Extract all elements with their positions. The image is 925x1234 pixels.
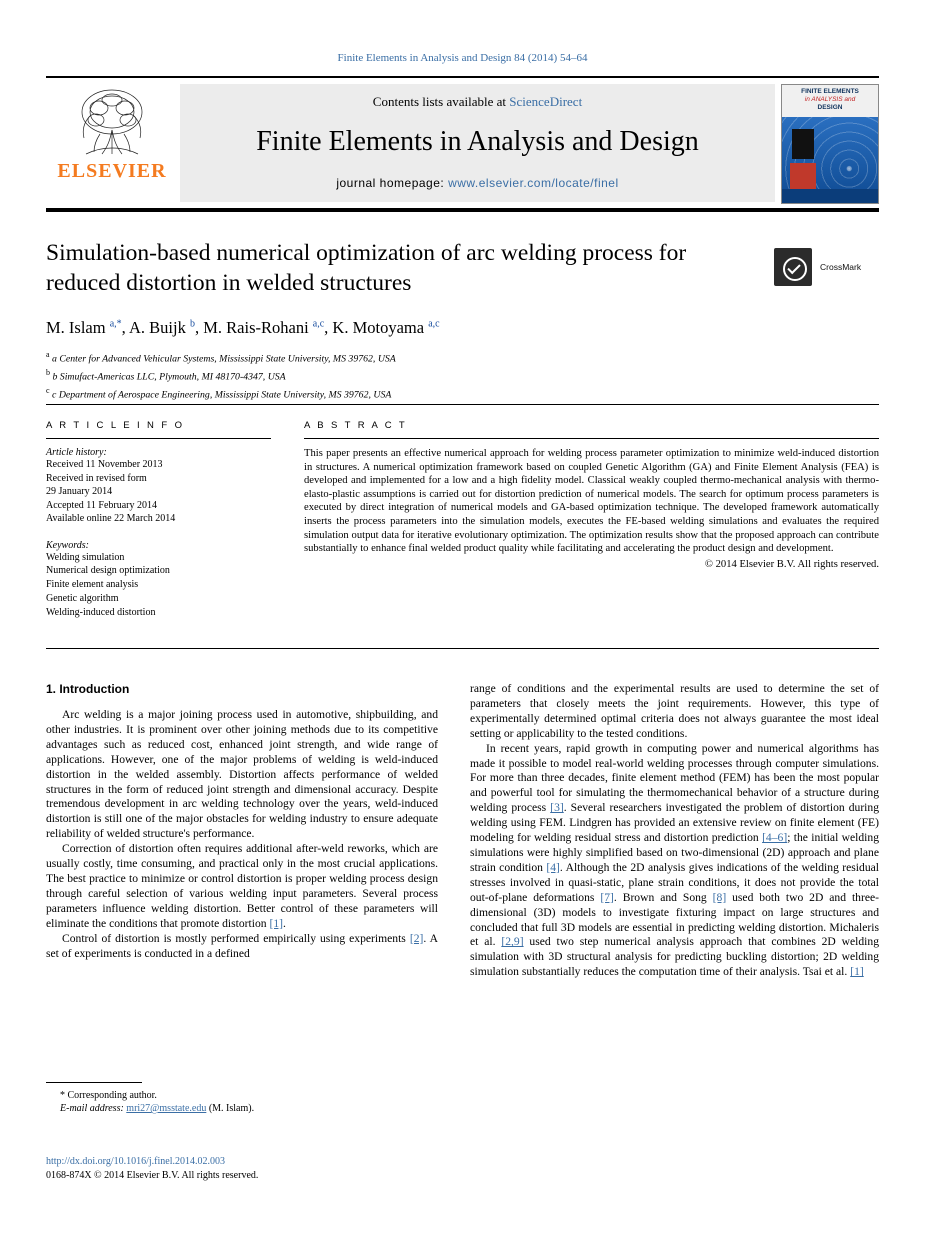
citation-link[interactable]: [3] xyxy=(550,801,564,815)
elsevier-wordmark: ELSEVIER xyxy=(57,160,167,182)
citation-link[interactable]: [2] xyxy=(409,931,424,945)
keyword-item: Genetic algorithm xyxy=(46,592,119,604)
paragraph: In recent years, rapid growth in computing power and numerical algorithms has made it possible to model real-world welding processes through computer simulations. For more than three decades, finite element method (FEM) has been the most popular and powerful tool for simulating the thermomechanical behavior of a structure during welding process [3]. Several researchers investigated the problem of distortion during welding using FEM. Lindgren has provided an extensive review on finite element (FE) modeling for welding residual stress and distortion prediction [4–6]; the initial welding simulations were highly simplified based on two-dimensional (2D) approach and plane strain condition [4]. Although the 2D analysis gives indications of the welding residual stresses involved in quasi-static, plane strain conditions, it does not provide the total out-of-plane deformations [7]. Brown and Song [8] used both two 2D and three-dimensional (3D) models to investigate fixturing impact on large structures and concluded that full 3D models are essential in predicting welding distortion. Michaleris et al. [2,9] used two step numerical analysis approach that combines 2D welding simulation with 3D structural analysis for predicting buckling distortion; 2D welding simulation substantially reduces the computation time of their analysis. Tsai et al. [1] xyxy=(470,741,879,979)
paragraph: Control of distortion is mostly performed empirically using experiments [2]. A set of experiments is conducted in a defined xyxy=(46,931,439,960)
email-link[interactable]: mri27@msstate.edu xyxy=(126,1103,207,1114)
article-info-divider xyxy=(46,438,271,439)
journal-homepage-link[interactable]: www.elsevier.com/locate/finel xyxy=(448,176,619,190)
cover-line-3: DESIGN xyxy=(817,104,843,111)
journal-homepage-line xyxy=(180,176,775,190)
body-column-left xyxy=(46,682,438,961)
article-info-heading: A R T I C L E I N F O xyxy=(46,420,185,431)
cover-shape-red xyxy=(790,163,816,189)
page-title: Simulation-based numerical optimization of arc welding process for reduced distortion in welded structures xyxy=(46,240,687,296)
citation-link[interactable]: [2,9] xyxy=(501,935,524,949)
homepage-prefix: journal homepage: xyxy=(336,176,445,190)
corresponding-author-note: * Corresponding author. xyxy=(60,1090,157,1101)
body-column-right xyxy=(470,682,879,980)
citation-link[interactable]: [8] xyxy=(712,890,727,904)
citation-link[interactable]: [4–6] xyxy=(762,831,788,845)
journal-banner xyxy=(46,76,879,212)
abstract-text: This paper presents an effective numerical approach for welding process parameter optimization to minimize weld-induced distortion in structures. A numerical optimization framework based on coupled Genetic Algorithm (GA) and Finite Element Analysis (FEA) is developed and implemented for a low and a high fidelity model. Classical weakly coupled thermo-mechanical analysis with thermo-elasto-plastic assumptions is carried out for distortion prediction of numerical models. The search for optimum process parameters is executed by direct integration of numerical models and GA-based optimization technique. The developed framework automatically inserts the process parameters into the simulation models, executes the FE-based welding simulations and evaluates the required simulation output data for iterative evolutionary optimization. The optimization results show that the proposed approach can contribute substantially to enhance final welded product quality while facilitating and accelerating the product design and development. xyxy=(304,448,879,555)
cover-line-2: in ANALYSIS and xyxy=(804,96,856,103)
email-note xyxy=(46,1102,438,1115)
article-history-item: Available online 22 March 2014 xyxy=(46,513,176,524)
affiliation-item: $^a$ a Center for Advanced Vehicular Systems, Mississippi State University, MS 39762, USA xyxy=(46,350,396,365)
crossmark-icon xyxy=(774,248,812,286)
abstract-copyright: © 2014 Elsevier B.V. All rights reserved. xyxy=(704,558,879,570)
footnote-block xyxy=(46,1082,438,1115)
article-info-column xyxy=(46,420,271,619)
article-history-item: Received 11 November 2013 xyxy=(46,459,163,470)
citation-link[interactable]: [4] xyxy=(546,860,560,874)
elsevier-tree-icon xyxy=(66,86,158,158)
paragraph: Arc welding is a major joining process used in automotive, shipbuilding, and other industries. It is prominent over other joining methods due to its competitive advantages such as reduced cost, enhanced joint strength, and wide range of applications. However, one of the major problems of welding is weld-induced distortion in the welded assembly. Distortion affects performance of welded structures in the form of reduced joint strength and dimensional accuracy. Despite tremendous development in arc welding technology over the years, weld-induced distortion is still one of the major obstacles for welding industry to ensure adequate reliability of welded structure's performance. xyxy=(46,708,438,841)
issn-copyright: 0168-874X © 2014 Elsevier B.V. All rights reserved. xyxy=(46,1170,259,1181)
cover-artwork xyxy=(782,117,878,203)
abstract-divider xyxy=(304,438,879,439)
affiliation-text: a Center for Advanced Vehicular Systems, Mississippi State University, MS 39762, USA xyxy=(52,353,396,365)
email-label: E-mail address: xyxy=(60,1103,124,1114)
citation-link[interactable]: [7] xyxy=(600,890,614,904)
doi-link[interactable]: http://dx.doi.org/10.1016/j.finel.2014.02.003 xyxy=(46,1156,225,1167)
paragraph: Correction of distortion often requires additional after-weld reworks, which are usually costly, time consuming, and practical only in the most crucial applications. The best practice to minimize or control distortion is proper welding process design through careful selection of various welding input parameters. Several process parameters influence welding distortion. Better control of these parameters will eliminate the conditions that promote distortion [1]. xyxy=(46,842,438,930)
contents-prefix: Contents lists available at xyxy=(372,94,507,109)
running-head: Finite Elements in Analysis and Design 84 (2014) 54–64 xyxy=(337,52,588,64)
elsevier-logo xyxy=(46,82,178,204)
affiliation-list xyxy=(46,348,806,401)
affiliation-text: b Simufact-Americas LLC, Plymouth, MI 48170-4347, USA xyxy=(52,371,286,383)
cover-shape-dark xyxy=(792,129,814,159)
citation-link[interactable]: [1] xyxy=(269,916,283,930)
title-block xyxy=(46,238,746,298)
article-history-item: 29 January 2014 xyxy=(46,486,113,497)
affiliation-item: $^b$ b Simufact-Americas LLC, Plymouth, MI 48170-4347, USA xyxy=(46,367,286,383)
journal-banner-center xyxy=(180,84,775,202)
section-heading-introduction: 1. Introduction xyxy=(46,682,130,696)
cover-line-1: FINITE ELEMENTS xyxy=(801,88,859,95)
contents-available-line xyxy=(180,94,775,110)
page-footer xyxy=(46,1155,546,1183)
keyword-item: Welding-induced distortion xyxy=(46,606,156,618)
sciencedirect-link[interactable]: ScienceDirect xyxy=(509,94,583,109)
crossmark-badge[interactable] xyxy=(774,248,880,290)
cover-title-block xyxy=(782,85,878,118)
abstract-column xyxy=(304,420,879,570)
keyword-item: Welding simulation xyxy=(46,551,125,563)
article-history-item: Received in revised form xyxy=(46,472,147,484)
affiliation-text: c Department of Aerospace Engineering, Mississippi State University, MS 39762, USA xyxy=(52,388,392,400)
keyword-item: Finite element analysis xyxy=(46,579,139,591)
keywords-title: Keywords: xyxy=(46,539,89,551)
cover-footer-band xyxy=(782,189,878,203)
affiliation-item: $^c$ c Department of Aerospace Engineering, Mississippi State University, MS 39762, USA xyxy=(46,385,392,400)
divider-below-abstract xyxy=(46,648,879,649)
divider-above-abstract xyxy=(46,404,879,405)
email-suffix: (M. Islam). xyxy=(208,1103,255,1114)
abstract-heading: A B S T R A C T xyxy=(304,420,408,431)
journal-cover-thumbnail xyxy=(781,84,879,204)
article-history-item: Accepted 11 February 2014 xyxy=(46,499,157,511)
paragraph: range of conditions and the experimental results are used to determine the set of parameters that closely meets the joint requirements. However, this type of experimentally determined optimal criteria does not always guarantee the most ideal setting or applicability to the tested conditions. xyxy=(470,682,879,740)
journal-title: Finite Elements in Analysis and Design xyxy=(256,126,699,157)
crossmark-label: CrossMark xyxy=(820,262,862,272)
footnote-divider xyxy=(46,1082,142,1083)
article-history-title: Article history: xyxy=(46,447,107,458)
keyword-item: Numerical design optimization xyxy=(46,565,170,577)
citation-link[interactable]: [1] xyxy=(850,965,864,979)
author-list: M. Islam $^{a,*}$, A. Buijk $^b$, M. Rais-Rohani $^{a,c}$, K. Motoyama $^{a,c}$ xyxy=(46,318,440,337)
